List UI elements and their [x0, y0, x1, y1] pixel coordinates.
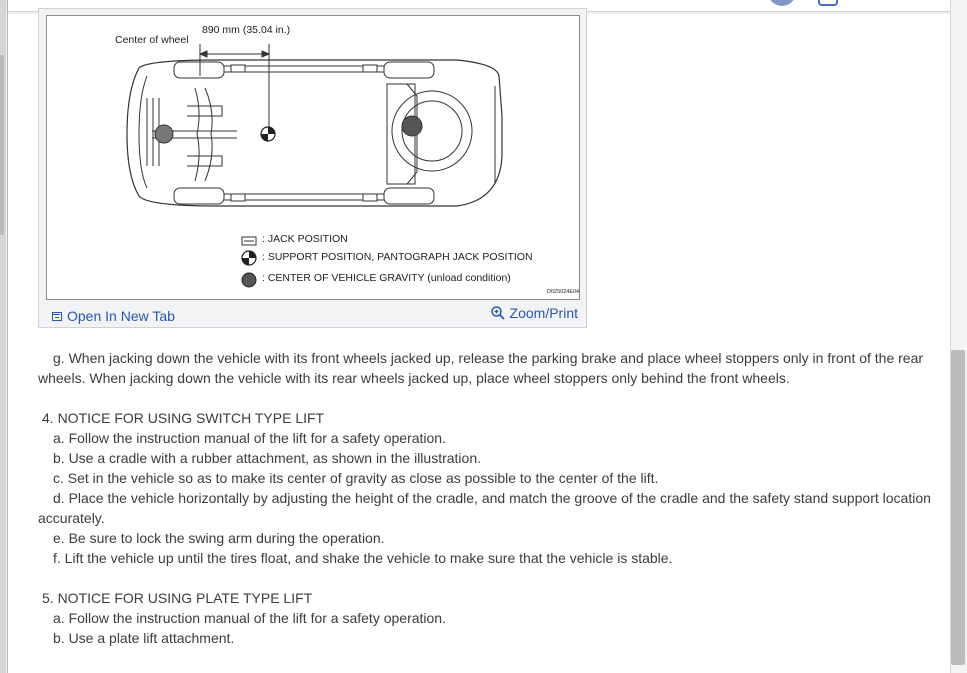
- legend-support-position: : SUPPORT POSITION, PANTOGRAPH JACK POSITION: [262, 251, 533, 263]
- center-wheel-label: Center of wheel: [115, 34, 189, 46]
- legend-jack-position: : JACK POSITION: [262, 233, 348, 245]
- procedure-text: [38, 348, 943, 648]
- left-scrollbar-thumb[interactable]: [0, 55, 4, 235]
- section-4-item-b: b. Use a cradle with a rubber attachment, as shown in the illustration.: [53, 450, 481, 466]
- section-4-item-a: a. Follow the instruction manual of the lift for a safety operation.: [53, 430, 446, 446]
- section-5-item-b: b. Use a plate lift attachment.: [53, 630, 235, 646]
- zoom-in-icon: [491, 306, 505, 320]
- dimension-label: 890 mm (35.04 in.): [202, 24, 291, 36]
- section-4-item-c: c. Set in the vehicle so as to make its center of gravity as close as possible to the center of the lift.: [53, 470, 659, 486]
- zoom-print-label: Zoom/Print: [509, 305, 578, 321]
- document-page: [7, 0, 951, 673]
- legend-center-gravity: : CENTER OF VEHICLE GRAVITY (unload condition): [262, 272, 511, 284]
- section-4-item-f: f. Lift the vehicle up until the tires float, and shake the vehicle to make sure that the vehicle is stable.: [53, 550, 673, 566]
- figure-code: D025024E04: [547, 289, 580, 295]
- section-4-title: 4. NOTICE FOR USING SWITCH TYPE LIFT: [42, 410, 325, 426]
- open-new-tab-link[interactable]: [52, 308, 175, 324]
- section-4-item-d: d. Place the vehicle horizontally by adjusting the height of the cradle, and match the groove of the cradle and the safety stand support location accurately.: [38, 490, 931, 526]
- open-tab-icon: [52, 312, 62, 321]
- figure-actions: [39, 307, 586, 327]
- step-g: g. When jacking down the vehicle with its front wheels jacked up, release the parking brake and place wheel stoppers only in front of the rear wheels. When jacking down the vehicle with its rear wheels jacked up, place wheel stoppers only behind the front wheels.: [38, 350, 924, 386]
- open-new-tab-label: Open In New Tab: [67, 308, 175, 324]
- legend-symbols: [242, 237, 256, 287]
- section-5-item-a: a. Follow the instruction manual of the lift for a safety operation.: [53, 610, 446, 626]
- section-5-title: 5. NOTICE FOR USING PLATE TYPE LIFT: [42, 590, 313, 606]
- zoom-print-link[interactable]: [491, 305, 578, 321]
- illustration: [46, 15, 580, 300]
- right-scrollbar-thumb[interactable]: [951, 350, 965, 665]
- user-avatar[interactable]: [768, 0, 796, 6]
- menu-icon[interactable]: [818, 0, 838, 6]
- figure-card: [38, 8, 587, 328]
- section-4-item-e: e. Be sure to lock the swing arm during the operation.: [53, 530, 385, 546]
